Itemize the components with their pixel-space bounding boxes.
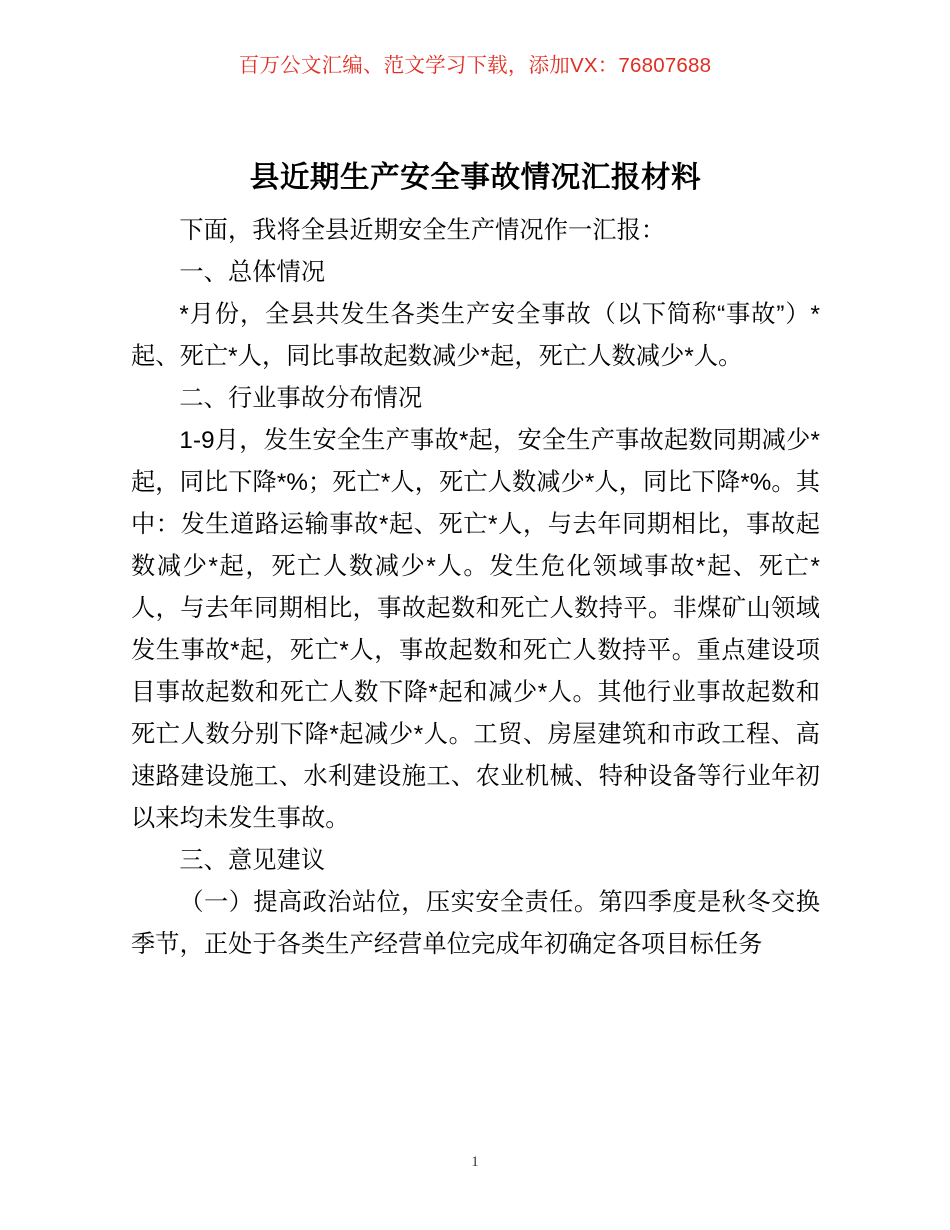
page-title: 县近期生产安全事故情况汇报材料 [249, 161, 702, 194]
promo-banner-text: 百万公文汇编、范文学习下载，添加VX：76807688 [238, 54, 712, 77]
section-body-2: 1-9月，发生安全生产事故*起，安全生产事故起数同期减少*起，同比下降*%；死亡*人，死亡人数减少*人，同比下降*%。其中：发生道路运输事故*起、死亡*人，与去年同期相比，事故起数减少*起，死亡人数减少*人。发生危化领域事故*起、死亡*人，与去年同期相比，事故起数和死亡人数持平。非煤矿山领域发生事故*起，死亡*人，事故起数和死亡人数持平。重点建设项目事故起数和死亡人数下降*起和减少*人。其他行业事故起数和死亡人数分别下降*起减少*人。工贸、房屋建筑和市政工程、高速路建设施工、水利建设施工、农业机械、特种设备等行业年初以来均未发生事故。 [131, 427, 821, 833]
paragraph-intro: 下面，我将全县近期安全生产情况作一汇报： [179, 217, 666, 245]
section-heading-3: 三、意见建议 [179, 847, 326, 875]
section-heading-2: 二、行业事故分布情况 [179, 385, 423, 413]
section-body-1: *月份，全县共发生各类生产安全事故（以下简称“事故”）*起、死亡*人，同比事故起数减少*起，死亡人数减少*人。 [131, 301, 820, 371]
section-heading-1: 一、总体情况 [179, 259, 326, 287]
section-body-3-item-1: （一）提高政治站位，压实安全责任。第四季度是秋冬交换季节，正处于各类生产经营单位完成年初确定各项目标任务 [131, 889, 820, 959]
footer-page-number: 1 [471, 1154, 479, 1170]
document-body [131, 150, 820, 966]
